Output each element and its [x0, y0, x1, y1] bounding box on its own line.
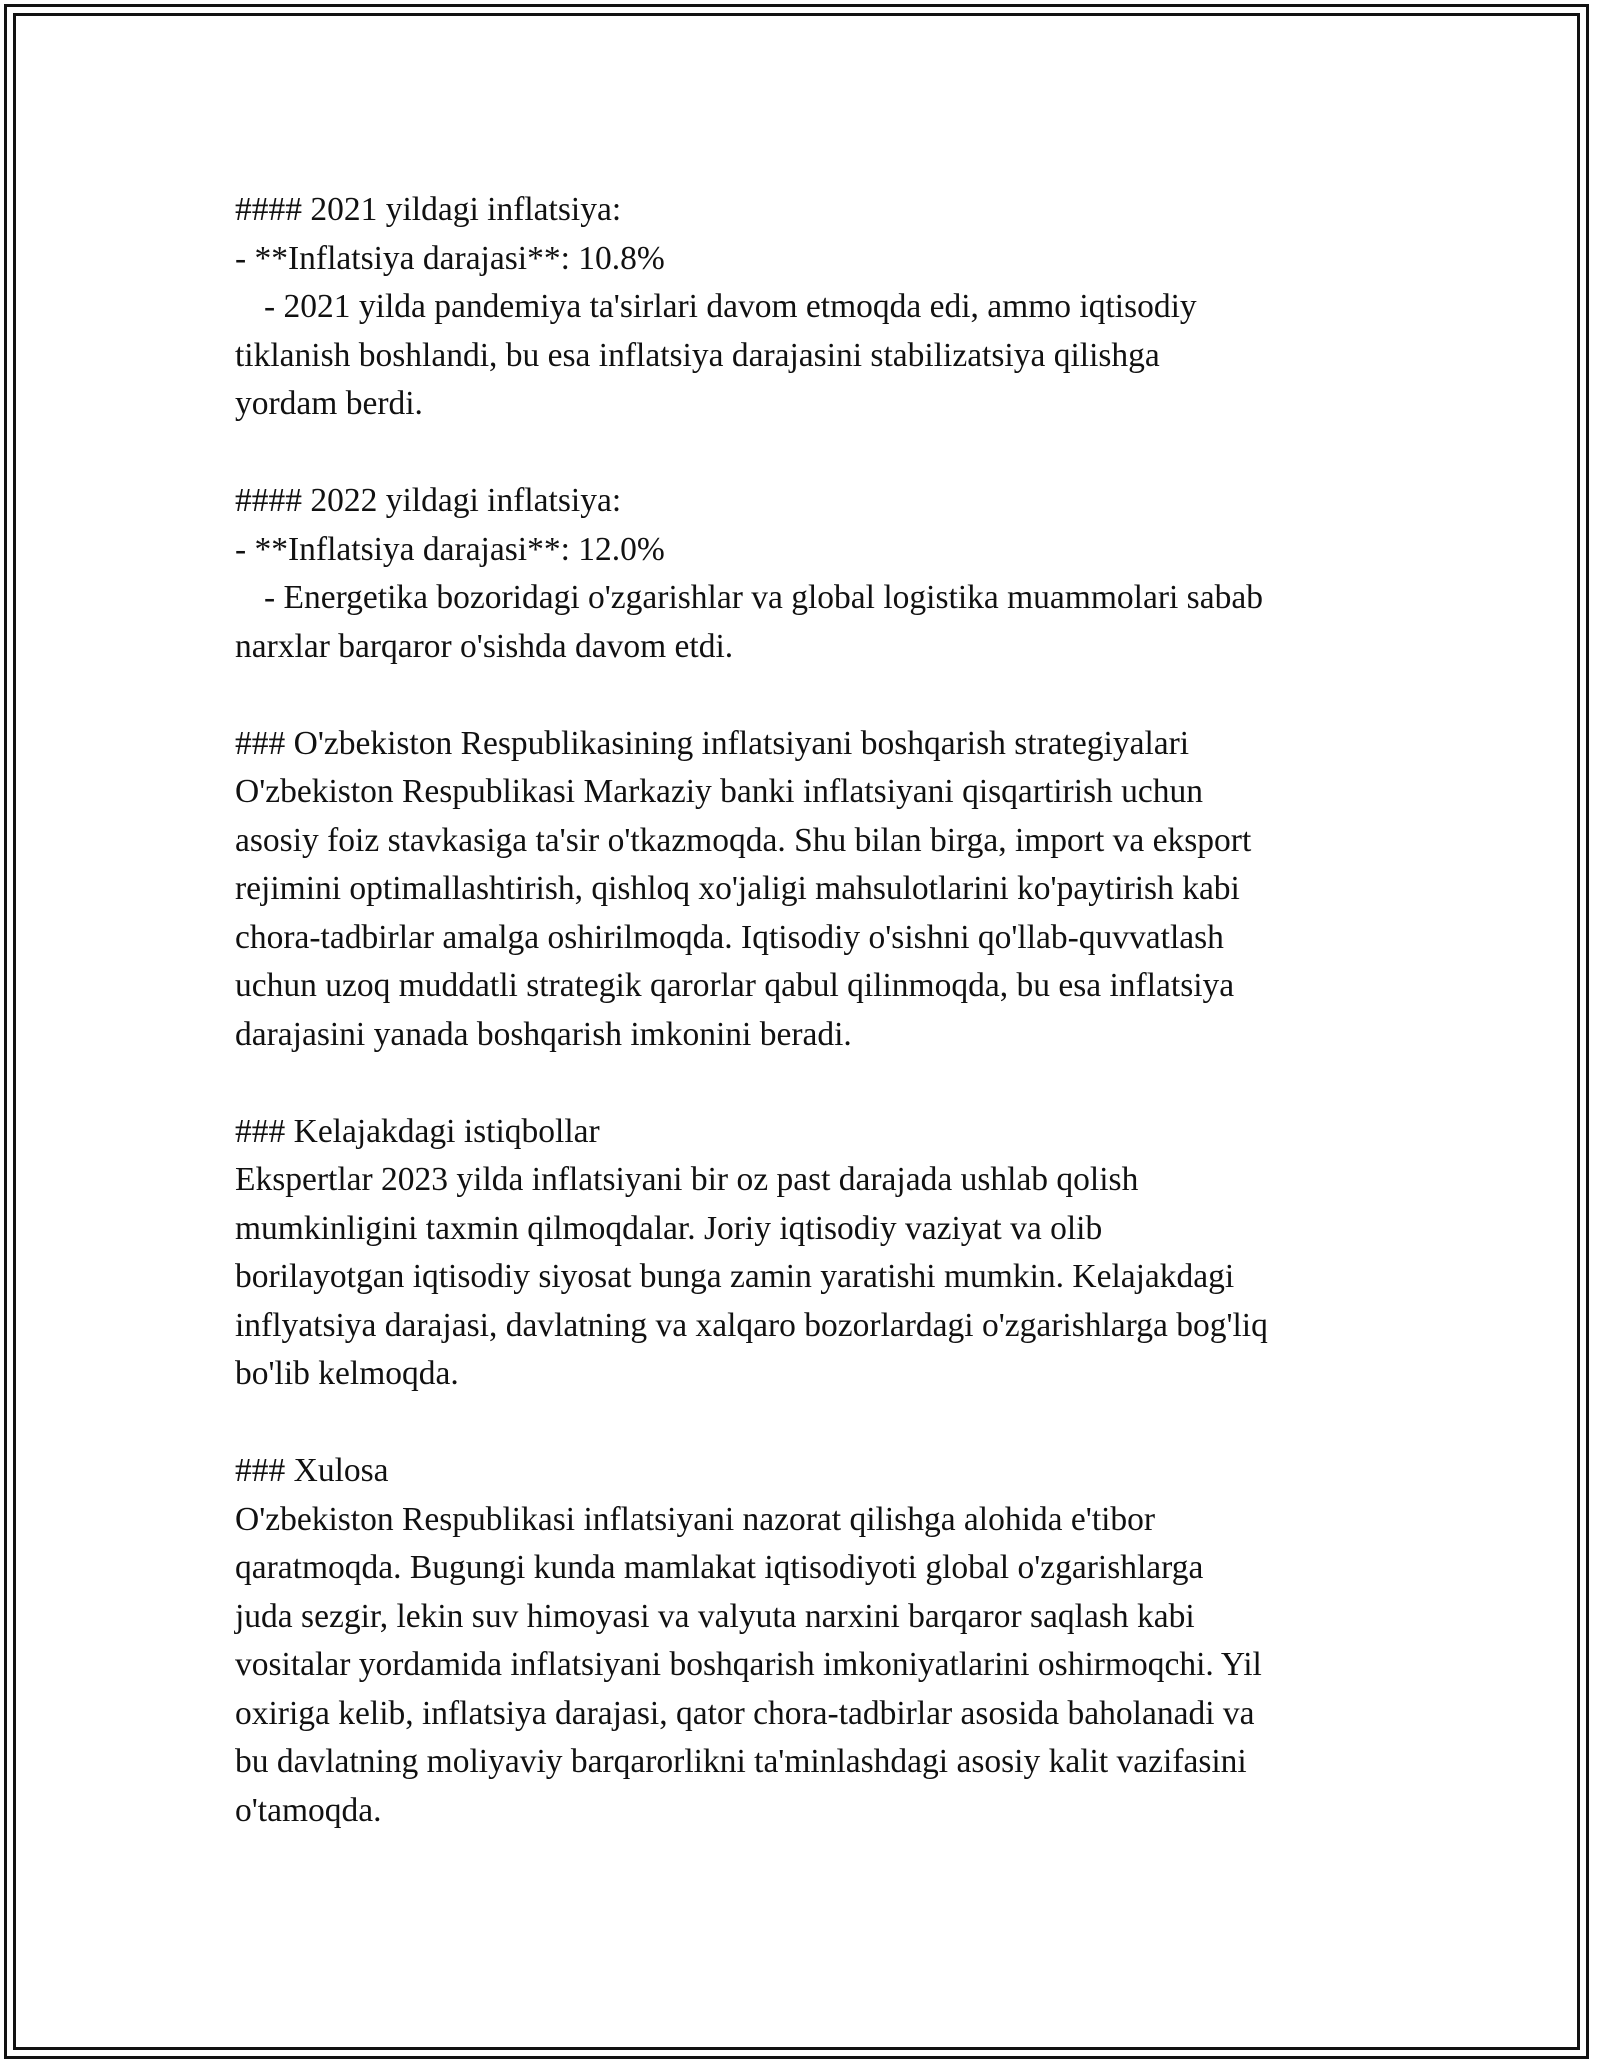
section-heading: ### Xulosa	[235, 1452, 389, 1489]
section-2022	[235, 477, 1385, 671]
paragraph-line: Ekspertlar 2023 yilda inflatsiyani bir oz past darajada ushlab qolish	[235, 1161, 1139, 1198]
paragraph-line: bu davlatning moliyaviy barqarorlikni ta'minlashdagi asosiy kalit vazifasini	[235, 1743, 1247, 1780]
note-line: yordam berdi.	[235, 385, 423, 422]
section-heading: #### 2021 yildagi inflatsiya:	[235, 191, 622, 228]
paragraph-line: bo'lib kelmoqda.	[235, 1355, 459, 1392]
section-2021	[235, 186, 1385, 429]
note-line: - Energetika bozoridagi o'zgarishlar va global logistika muammolari sabab	[264, 579, 1263, 616]
section-prospects	[235, 1108, 1385, 1399]
section-heading: ### Kelajakdagi istiqbollar	[235, 1112, 600, 1150]
section-heading: #### 2022 yildagi inflatsiya:	[235, 482, 622, 519]
paragraph-line: qaratmoqda. Bugungi kunda mamlakat iqtisodiyoti global o'zgarishlarga	[235, 1549, 1204, 1586]
note-line: tiklanish boshlandi, bu esa inflatsiya darajasini stabilizatsiya qilishga	[235, 336, 1160, 374]
note-line: - 2021 yilda pandemiya ta'sirlari davom etmoqda edi, ammo iqtisodiy	[264, 288, 1197, 325]
paragraph-line: chora-tadbirlar amalga oshirilmoqda. Iqtisodiy o'sishni qo'llab-quvvatlash	[235, 918, 1224, 956]
section-strategies	[235, 720, 1385, 1060]
paragraph-line: juda sezgir, lekin suv himoyasi va valyuta narxini barqaror saqlash kabi	[235, 1597, 1195, 1635]
paragraph-line: vositalar yordamida inflatsiyani boshqarish imkoniyatlarini oshirmoqchi. Yil	[235, 1646, 1262, 1683]
paragraph-line: uchun uzoq muddatli strategik qarorlar qabul qilinmoqda, bu esa inflatsiya	[235, 967, 1235, 1004]
paragraph-line: o'tamoqda.	[235, 1791, 382, 1829]
paragraph-line: mumkinligini taxmin qilmoqdalar. Joriy iqtisodiy vaziyat va olib	[235, 1209, 1103, 1247]
paragraph-line: borilayotgan iqtisodiy siyosat bunga zamin yaratishi mumkin. Kelajakdagi	[235, 1258, 1235, 1295]
paragraph-line: asosiy foiz stavkasiga ta'sir o'tkazmoqda. Shu bilan birga, import va eksport	[235, 821, 1252, 859]
inflation-rate-line: - **Inflatsiya darajasi**: 10.8%	[235, 239, 665, 277]
section-conclusion	[235, 1447, 1385, 1835]
inflation-rate-line: - **Inflatsiya darajasi**: 12.0%	[235, 530, 665, 568]
document-body	[235, 186, 1385, 1884]
paragraph-line: inflyatsiya darajasi, davlatning va xalqaro bozorlardagi o'zgarishlarga bog'liq	[235, 1306, 1268, 1344]
note-line: narxlar barqaror o'sishda davom etdi.	[235, 627, 734, 665]
paragraph-line: darajasini yanada boshqarish imkonini beradi.	[235, 1015, 852, 1053]
paragraph-line: O'zbekiston Respublikasi Markaziy banki inflatsiyani qisqartirish uchun	[235, 773, 1204, 810]
paragraph-line: rejimini optimallashtirish, qishloq xo'jaligi mahsulotlarini ko'paytirish kabi	[235, 870, 1240, 907]
section-heading: ### O'zbekiston Respublikasining inflatsiyani boshqarish strategiyalari	[235, 724, 1190, 762]
paragraph-line: O'zbekiston Respublikasi inflatsiyani nazorat qilishga alohida e'tibor	[235, 1500, 1156, 1538]
paragraph-line: oxiriga kelib, inflatsiya darajasi, qator chora-tadbirlar asosida baholanadi va	[235, 1694, 1255, 1732]
